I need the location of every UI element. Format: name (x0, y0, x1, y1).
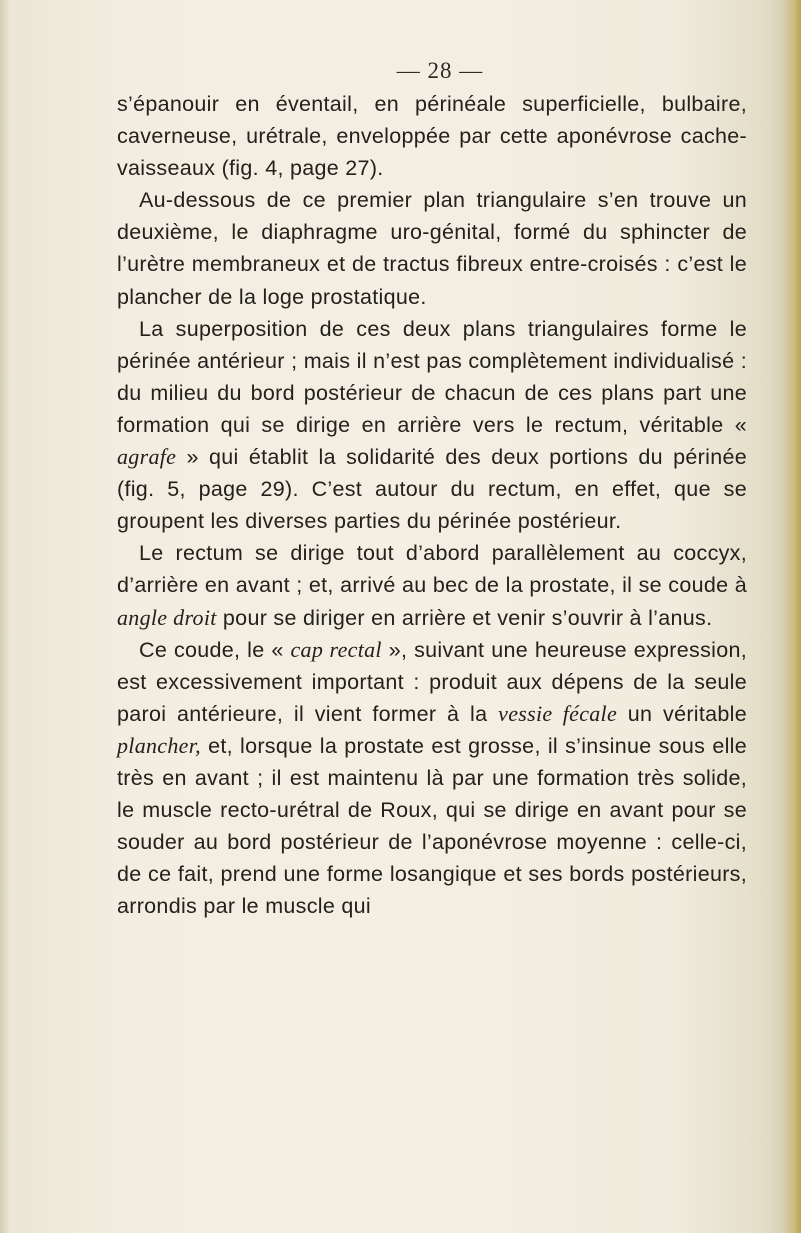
text-run: Au-dessous de ce premier plan triangulaire s’en trouve un deuxième, le diaphragme uro-génital, formé du sphincter de l’urètre membraneux et de tractus fibreux entre-croisés : c’est le plancher de la loge prostatique. (117, 188, 747, 309)
text-run: », suivant une heureuse expression, est excessivement important : produit aux dépens de la seule paroi antérieure, il vient former à la (117, 637, 747, 726)
text-run: » qui établit la solidarité des deux portions du périnée (fig. 5, page 29). C’est autour du rectum, en effet, que se groupent les diverses parties du périnée postérieur. (117, 445, 747, 534)
italic-term: cap rectal (290, 636, 382, 662)
paragraph (117, 313, 747, 538)
text-run: s’épanouir en éventail, en périnéale superficielle, bulbaire, caverneuse, urétrale, enveloppée par cette aponévrose cache-vaisseaux (fig. 4, page 27). (117, 92, 747, 181)
italic-term: plancher, (117, 732, 201, 758)
text-run: un véritable (617, 701, 747, 726)
text-run: La superposition de ces deux plans triangulaires forme le périnée antérieur ; mais il n’est pas complètement individualisé : du milieu du bord postérieur de chacun de ces plans part une formation qui se dirige en arrière vers le rectum, véritable « (117, 316, 747, 437)
body-text (117, 88, 747, 922)
page-number: — 28 — (396, 58, 484, 83)
italic-term: angle droit (117, 604, 217, 630)
text-run: Ce coude, le « (139, 637, 291, 662)
italic-term: vessie fécale (498, 700, 618, 726)
text-run: et, lorsque la prostate est grosse, il s’insinue sous elle très en avant ; il est maintenu là par une formation très solide, le muscle recto-urétral de Roux, qui se dirige en avant pour se souder au bord postérieur de l’aponévrose moyenne : celle-ci, de ce fait, prend une forme losangique et ses bords postérieurs, arrondis par le muscle qui (117, 733, 747, 919)
page-left-shadow (0, 0, 10, 1233)
paragraph (117, 634, 747, 923)
paragraph (117, 537, 747, 633)
text-run: Le rectum se dirige tout d’abord parallèlement au coccyx, d’arrière en avant ; et, arrivé au bec de la prostate, il se coude à (117, 541, 747, 598)
paragraph (117, 184, 747, 312)
text-run: pour se diriger en arrière et venir s’ouvrir à l’anus. (216, 605, 713, 630)
page-right-edge-stain (783, 0, 801, 1233)
italic-term: agrafe (117, 444, 177, 470)
paragraph (117, 88, 747, 184)
